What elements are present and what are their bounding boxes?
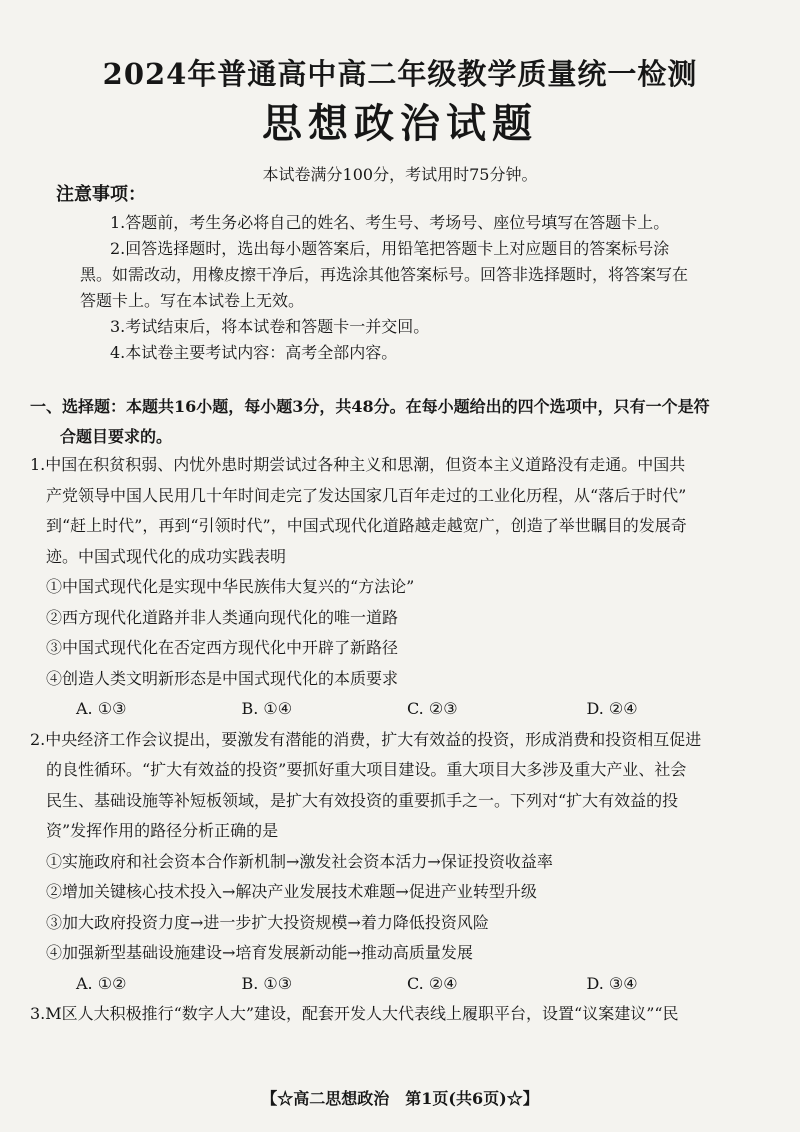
choice-c: C. ②④ <box>407 973 458 993</box>
question-1-option-2: ②西方现代化道路并非人类通向现代化的唯一道路 <box>46 607 399 627</box>
question-2-option-1: ①实施政府和社会资本合作新机制→激发社会资本活力→保证投资收益率 <box>46 851 553 871</box>
question-1-option-1: ①中国式现代化是实现中华民族伟大复兴的“方法论” <box>46 577 415 596</box>
note-item-4: 4.本试卷主要考试内容：高考全部内容。 <box>110 343 398 362</box>
question-list <box>30 450 752 1030</box>
question-3 <box>30 999 752 1030</box>
question-1-option-3: ③中国式现代化在否定西方现代化中开辟了新路径 <box>46 638 399 657</box>
note-item-2-cont2: 答题卡上。写在本试卷上无效。 <box>80 291 305 310</box>
question-1 <box>30 450 752 725</box>
question-1-stem: 1.中国在积贫积弱、内忧外患时期尝试过各种主义和思潮，但资本主义道路没有走通。中国共 <box>30 455 686 474</box>
choice-b: B. ①④ <box>241 699 293 718</box>
choice-c: C. ②③ <box>407 699 458 718</box>
choice-d: D. ②④ <box>586 699 638 718</box>
score-info: 本试卷满分100分，考试用时75分钟。 <box>262 165 538 184</box>
question-2-option-4: ④加强新型基础设施建设→培育发展新动能→推动高质量发展 <box>46 943 473 962</box>
question-1-stem-line: 迹。中国式现代化的成功实践表明 <box>46 546 287 566</box>
choice-b: B. ①③ <box>241 973 293 993</box>
question-3-stem: 3.M区人大积极推行“数字人大”建设，配套开发人大代表线上履职平台，设置“议案建议”“民 <box>30 1004 679 1023</box>
question-2 <box>30 725 752 1000</box>
exam-title-line1: 2024年普通高中高二年级教学质量统一检测 <box>102 57 698 91</box>
question-2-option-2: ②增加关键核心技术投入→解决产业发展技术难题→促进产业转型升级 <box>46 882 537 901</box>
question-1-stem-line: 产党领导中国人民用几十年时间走完了发达国家几百年走过的工业化历程，从“落后于时代” <box>46 485 687 505</box>
question-2-stem-line: 的良性循环。“扩大有效益的投资”要抓好重大项目建设。重大项目大多涉及重大产业、社会 <box>46 760 687 779</box>
page-footer: 【☆高二思想政治 第1页(共6页)☆】 <box>261 1089 539 1108</box>
section-heading <box>30 392 750 452</box>
question-1-choices <box>30 694 752 725</box>
choice-a: A. ①② <box>76 973 127 993</box>
question-2-stem: 2.中央经济工作会议提出，要激发有潜能的消费，扩大有效益的投资，形成消费和投资相互促进 <box>30 729 702 749</box>
notes-block <box>58 182 748 366</box>
choice-d: D. ③④ <box>586 973 638 993</box>
exam-title-subject: 思想政治试题 <box>262 100 538 147</box>
note-item-3: 3.考试结束后，将本试卷和答题卡一并交回。 <box>110 317 430 336</box>
note-item-1: 1.答题前，考生务必将自己的姓名、考生号、考场号、座位号填写在答题卡上。 <box>110 213 670 232</box>
section-heading-line2: 合题目要求的。 <box>60 427 173 446</box>
section-heading-line1: 一、选择题：本题共16小题，每小题3分，共48分。在每小题给出的四个选项中，只有一个是符 <box>30 397 710 416</box>
note-item-2: 2.回答选择题时，选出每小题答案后，用铅笔把答题卡上对应题目的答案标号涂 <box>110 239 670 258</box>
question-1-stem-line: 到“赶上时代”，再到“引领时代”，中国式现代化道路越走越宽广，创造了举世瞩目的发展奇 <box>46 516 687 535</box>
notes-heading: 注意事项： <box>56 184 146 205</box>
question-2-choices <box>30 969 752 1000</box>
question-2-stem-line: 资”发挥作用的路径分析正确的是 <box>46 821 279 840</box>
question-2-option-3: ③加大政府投资力度→进一步扩大投资规模→着力降低投资风险 <box>46 912 489 932</box>
note-item-2-cont: 黑。如需改动，用橡皮擦干净后，再选涂其他答案标号。回答非选择题时，将答案写在 <box>80 265 689 284</box>
question-1-option-4: ④创造人类文明新形态是中国式现代化的本质要求 <box>46 668 399 688</box>
question-2-stem-line: 民生、基础设施等补短板领域，是扩大有效投资的重要抓手之一。下列对“扩大有效益的投 <box>46 790 679 810</box>
choice-a: A. ①③ <box>76 699 127 718</box>
